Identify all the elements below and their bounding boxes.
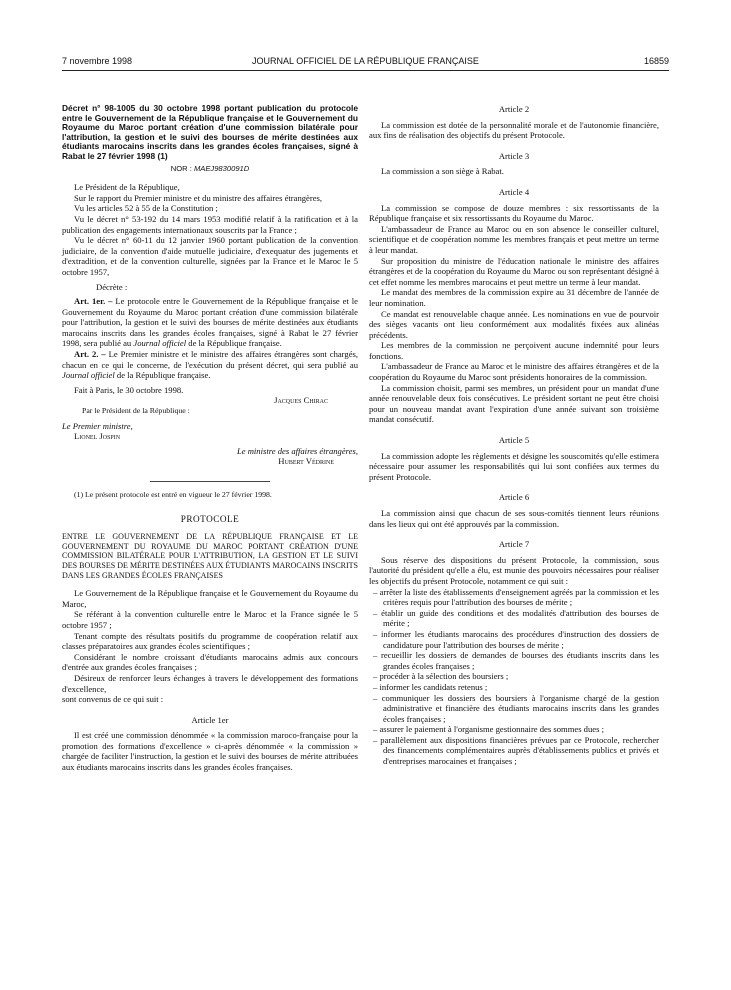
article-4-heading: Article 4 [498,186,530,197]
running-header [62,56,669,70]
nor-value: MAEJ9830091D [193,163,250,173]
article-7-item: – assurer le paiement à l'organisme gestionnaire des sommes dues ; [373,724,604,735]
art1-jo: Journal officiel [133,338,187,349]
decree-title: Décret n° 98-1005 du 30 octobre 1998 portant publication du protocole entre le Gouvernement de la République française et le Gouvernement du Royaume du Maroc portant création d'une commission bilatérale pour l'attribution, la gestion et le suivi des bourses de mérite destinées aux étudiants marocains inscrits dans les grandes écoles françaises, signé à Rabat le 27 février 1998 (1) [62,103,358,161]
art2-jo: Journal officiel [62,370,115,381]
fait-a-paris: Fait à Paris, le 30 octobre 1998. [74,384,184,395]
article-7-item: – recueillir les dossiers de demandes de bourses des étudiants inscrits dans les grandes écoles françaises ; [373,650,659,671]
para-rapport: Sur le rapport du Premier ministre et du ministre des affaires étrangères, [74,192,323,203]
art1-text: Le protocole entre le Gouvernement de la République française et le Gouvernement du Royaume du Maroc portant création d'une commission bilatérale pour l'attribution, la gestion et le suivi des bourses de mérite destinées aux étudiants marocains inscrits dans les grandes écoles françaises, signé à Rabat le 27 février 1998, sera publié au [62,296,358,349]
article-5-heading: Article 5 [498,435,530,446]
header-page-number: 16859 [643,56,669,66]
mae-title-text: Le ministre des affaires étrangères, [236,445,358,456]
header-journal-title: JOURNAL OFFICIEL DE LA RÉPUBLIQUE FRANÇAISE [252,56,479,66]
preamble-2: Se référant à la convention culturelle entre le Maroc et la France signée le 5 octobre 1957 ; [62,609,358,630]
par-le-president: Par le Président de la République : [82,406,190,416]
decrete-heading: Décrète : [96,281,128,292]
article-7-item: – parallèlement aux dispositions financières prévues par ce Protocole, rechercher des financements complémentaires auprès d'établissements publics et privés et d'entreprises marocaines et françaises ; [373,734,659,767]
article-4-para-4: Le mandat des membres de la commission expire au 31 décembre de l'année de leur nomination. [369,287,659,308]
preamble-1: Le Gouvernement de la République française et le Gouvernement du Royaume du Maroc, [62,588,358,609]
article-1-text: Il est créé une commission dénommée « la commission maroco-française pour la promotion des formations d'excellence » ci-après dénommée « la commission » chargée de faciliter l'instruction, la gestion et le suivi des bourses de mérite attribuées aux étudiants marocains inscrits dans les grandes écoles françaises. [62,730,358,773]
protocole-subtitle: ENTRE LE GOUVERNEMENT DE LA RÉPUBLIQUE FRANÇAISE ET LE GOUVERNEMENT DU ROYAUME DU MAROC PORTANT CRÉATION D'UNE COMMISSION BILATÉRALE POUR L'ATTRIBUTION, LA GESTION ET LE SUIVI DES BOURSES DE MÉRITE DESTINÉES AUX ÉTUDIANTS MAROCAINS INSCRITS DANS LES GRANDES ÉCOLES FRANÇAISES [62,532,358,580]
article-2-decree [62,349,358,381]
pm-title [62,421,358,432]
article-6-text: La commission ainsi que chacun de ses sous-comités tiennent leurs réunions dans les lieux qui ont été approuvés par la commission. [369,508,659,529]
article-7-item: – communiquer les dossiers des boursiers à l'organisme chargé de la gestion administrative et financière des étudiants marocains inscrits dans les grandes écoles françaises ; [373,692,659,724]
article-1-heading: Article 1er [191,714,229,725]
left-column [62,104,358,773]
article-4-para-3: Sur proposition du ministre de l'éducation nationale le ministre des affaires étrangères et de la coopération du Royaume du Maroc ou son représentant désigné à cet effet nomme les membres marocains et peut mettre un terme à leur mandat. [369,255,659,287]
preamble-4: Considérant le nombre croissant d'étudiants marocains admis aux concours d'entrée aux grandes écoles françaises ; [62,651,358,673]
article-2-heading: Article 2 [498,104,530,114]
article-1-decree [62,296,358,349]
article-4-para-6: Les membres de la commission ne perçoivent aucune indemnité pour leurs fonctions. [369,340,659,361]
article-4-para-7: L'ambassadeur de France au Maroc et le ministre des affaires étrangères et de la coopération du Royaume du Maroc sont présidents honoraires de la commission. [369,361,659,383]
para-president: Le Président de la République, [74,182,180,193]
header-date: 7 novembre 1998 [62,56,133,66]
signature-jospin: Lionel Jospin [74,431,121,442]
article-7-item: – arrêter la liste des établissements d'enseignement agréés par la commission et les critères requis pour l'attribution des bourses de mérite ; [373,586,659,608]
para-vu-decret-1960: Vu le décret n° 60-11 du 12 janvier 1960 portant publication de la convention judiciaire, de la convention d'aide mutuelle judiciaire, d'exequatur des jugements et d'extradition, et de la convention culturelle, signées par la France et le Maroc le 5 octobre 1957, [62,235,358,277]
header-rule [62,70,669,71]
art2-text-end: de la République française. [116,370,211,381]
article-4-para-2: L'ambassadeur de France au Maroc ou en son absence le conseiller culturel, scientifique et de coopération nomme les membres français et peut mettre un terme à leur mandat. [369,223,659,255]
article-4-para-5: Ce mandat est renouvelable chaque année. Les nominations en vue de pourvoir des sièges vacants ont lieu conformément aux modalités fixées aux alinéas précédents. [369,308,659,340]
footnote: (1) Le présent protocole est entré en vigueur le 27 février 1998. [74,490,272,499]
preamble-3: Tenant compte des résultats positifs du programme de coopération relatif aux classes préparatoires aux grandes écoles scientifiques ; [62,630,358,652]
article-7-item: – procéder à la sélection des boursiers ; [373,671,509,682]
art2-label: Art. 2. – [74,349,106,360]
article-7-item: – informer les candidats retenus ; [373,681,488,692]
article-7-intro: Sous réserve des dispositions du présent Protocole, la commission, sous l'autorité du président qu'elle a élu, est munie des pouvoirs nécessaires pour réaliser les objectifs du présent Protocole, notamment ce qui suit : [369,554,659,586]
article-3-heading: Article 3 [498,150,530,161]
article-2-text: La commission est dotée de la personnalité morale et de l'autonomie financière, aux fins de réalisation des objectifs du présent Protocole. [369,119,659,141]
art1-label: Art. 1er. – [74,296,113,307]
right-column [369,104,659,767]
protocole-heading: PROTOCOLE [180,513,240,524]
signature-vedrine: Hubert Védrine [278,456,334,467]
article-5-text: La commission adopte les règlements et désigne les souscomités qu'elle estimera nécessaire pour assumer les responsabilités qui lui sont confiées aux termes du présent Protocole. [369,450,659,482]
article-6-heading: Article 6 [498,492,530,503]
article-4-para-1: La commission se compose de douze membres : six ressortissants de la République française et six ressortissants du Royaume du Maroc. [369,202,659,224]
pm-title-text: Le Premier ministre, [62,420,133,431]
signature-chirac: Jacques Chirac [274,395,328,406]
preamble-5: Désireux de renforcer leurs échanges à travers le développement des formations d'excellence, [62,672,358,694]
article-4-para-8: La commission choisit, parmi ses membres, un président pour un mandat d'une année renouvelable deux fois consécutives. Le président sortant ne peut être choisi pour un nouveau mandat avant l'expiration d'une année suivant son troisième mandat consécutif. [369,382,659,425]
para-vu-decret-1953: Vu le décret n° 53-192 du 14 mars 1953 modifié relatif à la ratification et à la publication des engagements internationaux souscrits par la France ; [62,213,358,235]
article-7-heading: Article 7 [498,539,530,550]
para-vu-constitution: Vu les articles 52 à 55 de la Constitution ; [74,203,218,214]
nor-reference [62,164,358,175]
article-7-item: – informer les étudiants marocains des procédures d'instruction des dossiers de candidature pour l'attribution des bourses de mérite ; [373,628,659,650]
art1-text-end: de la République française. [188,338,282,349]
article-3-text: La commission a son siège à Rabat. [381,166,504,177]
art2-text: Le Premier ministre et le ministre des affaires étrangères sont chargés, chacun en ce qui le concerne, de l'exécution du présent décret, qui sera publié au [62,349,358,370]
nor-label: NOR : [170,163,192,173]
mae-title [62,446,358,457]
article-7-item: – établir un guide des conditions et des modalités d'attribution des bourses de mérite ; [373,607,659,629]
preamble-6: sont convenus de ce qui suit : [62,694,164,705]
